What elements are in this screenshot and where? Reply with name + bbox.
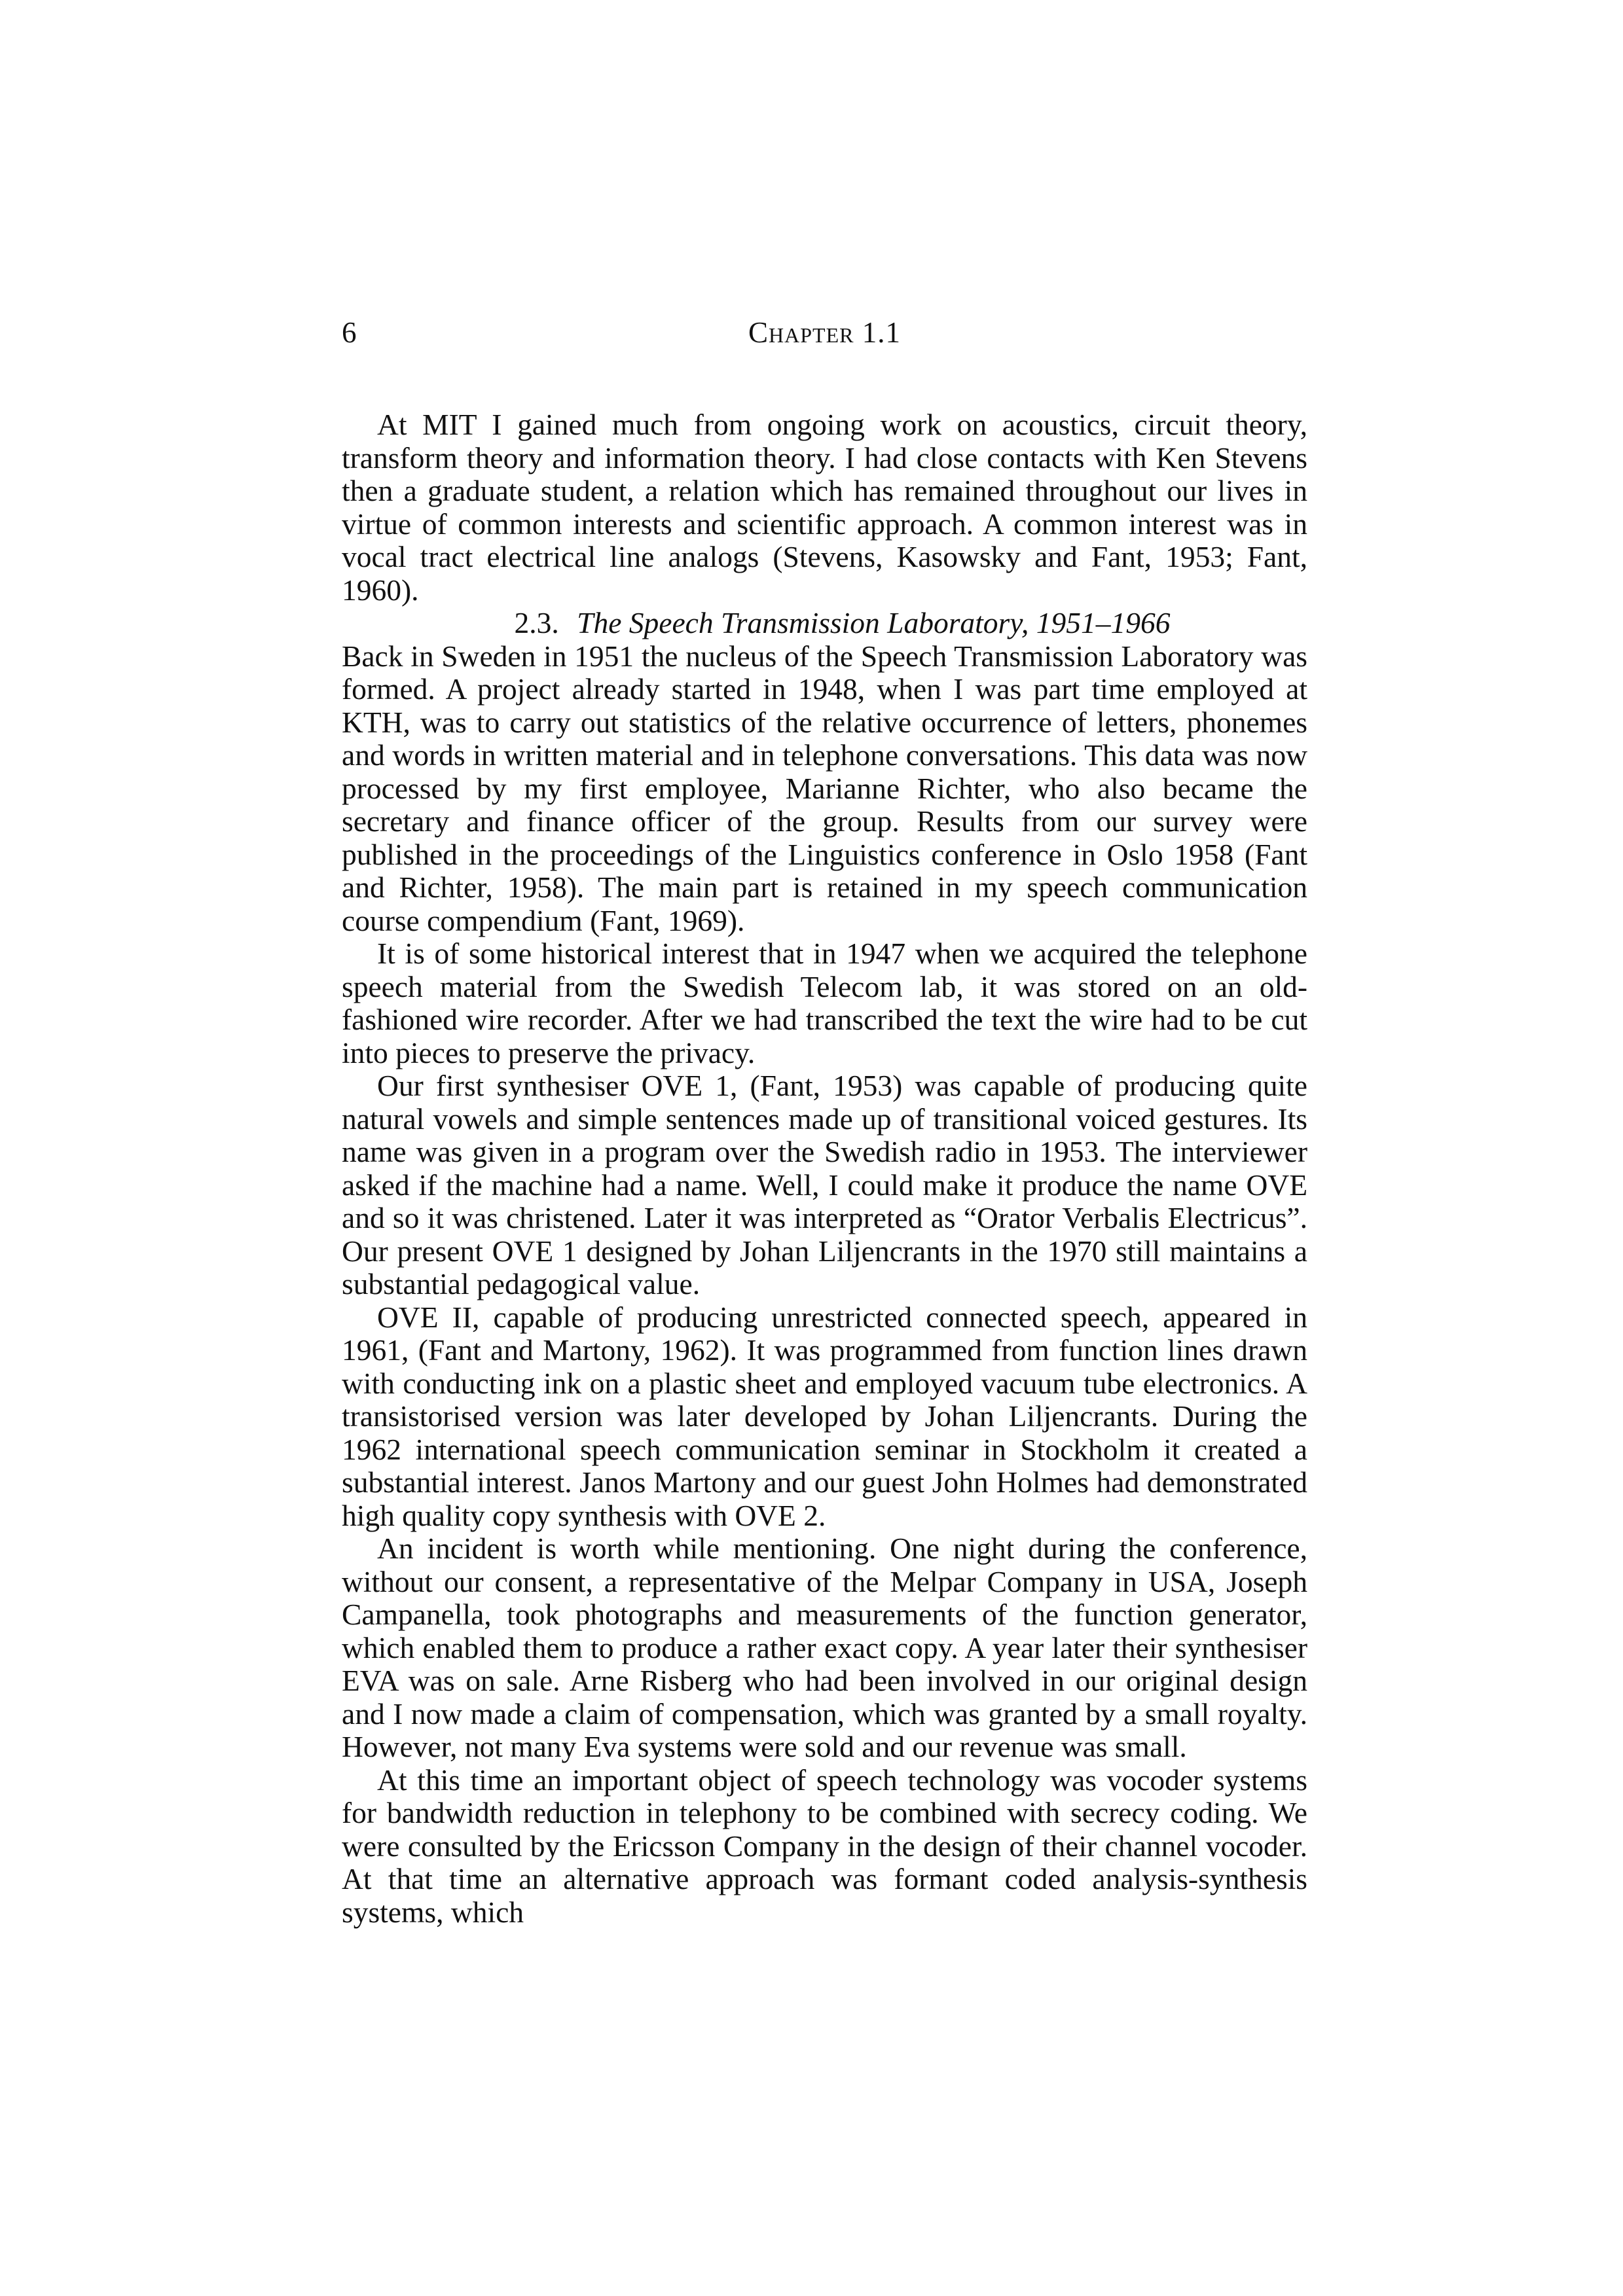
running-head [342, 313, 1307, 352]
paragraph: OVE II, capable of producing unrestricted connected speech, appeared in 1961, (Fant and Martony, 1962). It was programmed from function lines drawn with conducting ink on a plastic sheet and employed vacuum tube electronics. A transistorised version was later developed by Johan Liljencrants. During the 1962 international speech communication seminar in Stockholm it created a substantial interest. Janos Martony and our guest John Holmes had demonstrated high quality copy synthesis with OVE 2. [342, 1300, 1307, 1532]
section-number: 2.3. [514, 606, 559, 639]
page-number: 6 [342, 316, 357, 349]
section-title: The Speech Transmission Laboratory, 1951–1966 [577, 606, 1171, 639]
paragraph: Our first synthesiser OVE 1, (Fant, 1953) was capable of producing quite natural vowels and simple sentences made up of transitional voiced gestures. Its name was given in a program over the Swedish radio in 1953. The interviewer asked if the machine had a name. Well, I could make it produce the name OVE and so it was christened. Later it was interpreted as “Orator Verbalis Electricus”. Our present OVE 1 designed by Johan Liljencrants in the 1970 still maintains a substantial pedagogical value. [342, 1069, 1307, 1300]
page [342, 0, 1307, 2296]
paragraph: An incident is worth while mentioning. One night during the conference, without our consent, a representative of the Melpar Company in USA, Joseph Campanella, took photographs and measurements of the function generator, which enabled them to produce a rather exact copy. A year later their synthesiser EVA was on sale. Arne Risberg who had been involved in our original design and I now made a claim of compensation, which was granted by a small royalty. However, not many Eva systems were sold and our revenue was small. [342, 1532, 1307, 1763]
paragraph: At this time an important object of speech technology was vocoder systems for bandwidth reduction in telephony to be combined with secrecy coding. We were consulted by the Ericsson Company in the design of their channel vocoder. At that time an alternative approach was formant coded analysis-synthesis systems, which [342, 1763, 1307, 1929]
section-heading [342, 607, 1307, 640]
paragraph: Back in Sweden in 1951 the nucleus of the Speech Transmission Laboratory was formed. A project already started in 1948, when I was part time employed at KTH, was to carry out statistics of the relative occurrence of letters, phonemes and words in written material and in telephone conversations. This data was now processed by my first employee, Marianne Richter, who also became the secretary and finance officer of the group. Results from our survey were published in the proceedings of the Linguistics conference in Oslo 1958 (Fant and Richter, 1958). The main part is retained in my speech communication course compendium (Fant, 1969). [342, 639, 1307, 937]
paragraph: It is of some historical interest that in 1947 when we acquired the telephone speech material from the Swedish Telecom lab, it was stored on an old-fashioned wire recorder. After we had transcribed the text the wire had to be cut into pieces to preserve the privacy. [342, 937, 1307, 1069]
body-text [342, 408, 1307, 1929]
chapter-label: Chapter 1.1 [748, 316, 901, 349]
paragraph: At MIT I gained much from ongoing work on acoustics, circuit theory, transform theory and information theory. I had close contacts with Ken Stevens then a graduate student, a relation which has remained throughout our lives in virtue of common interests and scientific approach. A common interest was in vocal tract electrical line analogs (Stevens, Kasowsky and Fant, 1953; Fant, 1960). [342, 408, 1307, 607]
